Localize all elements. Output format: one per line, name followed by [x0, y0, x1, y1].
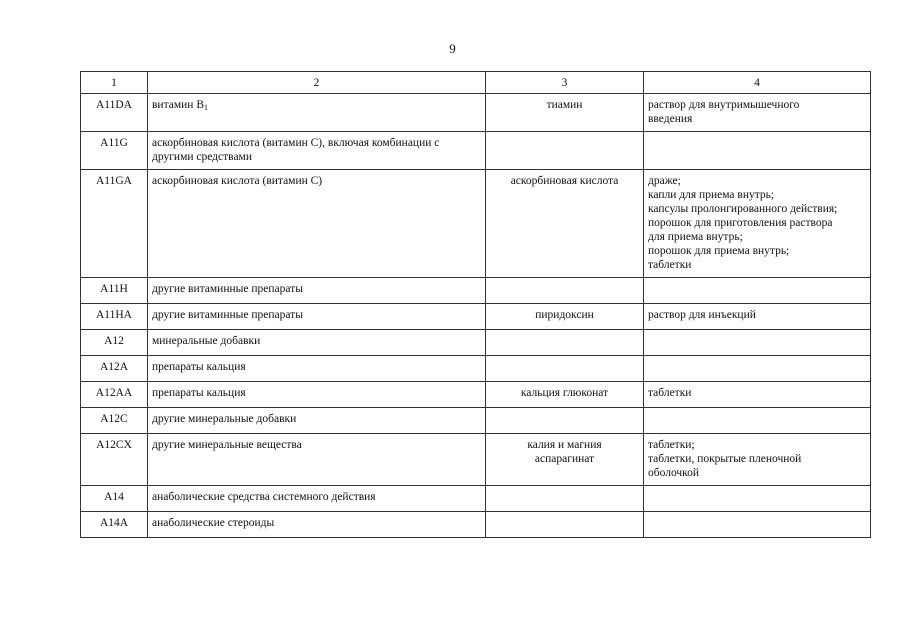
dosage-forms-cell: [644, 170, 871, 278]
group-name-subscript: 1: [204, 103, 208, 112]
dosage-form-line: для приема внутрь;: [648, 231, 743, 243]
group-name-text: препараты кальция: [152, 361, 246, 373]
substance-line: аскорбиновая кислота: [510, 175, 619, 187]
group-name-text: минеральные добавки: [152, 335, 261, 347]
substance-line: тиамин: [546, 99, 583, 111]
substance-cell: [486, 356, 644, 382]
dosage-forms-cell: [644, 132, 871, 170]
group-name-text: другие витаминные препараты: [152, 283, 303, 295]
atc-code-cell: A12: [81, 330, 148, 356]
atc-code-cell: A12CX: [81, 434, 148, 486]
dosage-forms-cell: [644, 94, 871, 132]
dosage-form-line: оболочкой: [648, 467, 700, 479]
group-name-cell: [148, 434, 486, 486]
group-name-text: другие минеральные вещества: [152, 439, 302, 451]
group-name-cell: [148, 408, 486, 434]
atc-code-cell: A14A: [81, 512, 148, 538]
table-row: [81, 278, 871, 304]
table-header-row: [81, 72, 871, 94]
substance-cell: [486, 486, 644, 512]
dosage-forms-cell: [644, 278, 871, 304]
group-name-cell: [148, 512, 486, 538]
table-row: [81, 512, 871, 538]
dosage-form-line: таблетки, покрытые пленочной: [648, 453, 802, 465]
dosage-form-line: драже;: [648, 175, 681, 187]
dosage-forms-cell: [644, 408, 871, 434]
group-name-text: анаболические средства системного действия: [152, 491, 376, 503]
substance-cell: [486, 512, 644, 538]
atc-code-cell: A11HA: [81, 304, 148, 330]
group-name-cell: [148, 170, 486, 278]
dosage-form-line: порошок для приготовления раствора: [648, 217, 833, 229]
table-row: [81, 330, 871, 356]
atc-code-cell: A12C: [81, 408, 148, 434]
page-number: 9: [449, 41, 456, 56]
dosage-form-line: таблетки;: [648, 439, 695, 451]
atc-code-cell: A11DA: [81, 94, 148, 132]
dosage-forms-cell: [644, 382, 871, 408]
substance-line: кальция глюконат: [520, 387, 609, 399]
group-name-cell: [148, 382, 486, 408]
group-name-text: аскорбиновая кислота (витамин С), включая комбинации с другими средствами: [152, 137, 440, 163]
table-row: [81, 94, 871, 132]
column-header-1: 1: [81, 72, 148, 94]
dosage-form-line: таблетки: [648, 387, 692, 399]
column-header-4: 4: [644, 72, 871, 94]
dosage-forms-cell: [644, 330, 871, 356]
group-name-text: витамин В: [152, 99, 204, 111]
group-name-cell: [148, 486, 486, 512]
column-header-3: 3: [486, 72, 644, 94]
atc-code-cell: A12A: [81, 356, 148, 382]
dosage-form-line: порошок для приема внутрь;: [648, 245, 790, 257]
atc-code-cell: A11GA: [81, 170, 148, 278]
dosage-forms-cell: [644, 356, 871, 382]
substance-line: пиридоксин: [535, 309, 594, 321]
group-name-cell: [148, 304, 486, 330]
group-name-cell: [148, 278, 486, 304]
group-name-text: препараты кальция: [152, 387, 246, 399]
table-row: [81, 408, 871, 434]
group-name-cell: [148, 94, 486, 132]
group-name-cell: [148, 356, 486, 382]
substance-cell: [486, 132, 644, 170]
dosage-form-line: капли для приема внутрь;: [648, 189, 775, 201]
dosage-forms-cell: [644, 486, 871, 512]
dosage-form-line: раствор для внутримышечного: [648, 99, 800, 111]
dosage-form-line: капсулы пролонгированного действия;: [648, 203, 838, 215]
substance-cell: [486, 408, 644, 434]
group-name-text: другие минеральные добавки: [152, 413, 297, 425]
substance-cell: [486, 170, 644, 278]
group-name-cell: [148, 132, 486, 170]
atc-code-cell: A11H: [81, 278, 148, 304]
substance-cell: [486, 304, 644, 330]
table-row: [81, 356, 871, 382]
substance-cell: [486, 94, 644, 132]
table-row: [81, 382, 871, 408]
table-row: [81, 304, 871, 330]
table-row: [81, 170, 871, 278]
table-row: [81, 132, 871, 170]
table-row: [81, 486, 871, 512]
group-name-text: аскорбиновая кислота (витамин С): [152, 175, 323, 187]
table-row: [81, 434, 871, 486]
substance-line: калия и магния: [527, 439, 602, 451]
drug-table: [80, 71, 871, 538]
dosage-forms-cell: [644, 434, 871, 486]
dosage-form-line: таблетки: [648, 259, 692, 271]
dosage-forms-cell: [644, 512, 871, 538]
dosage-form-line: раствор для инъекций: [648, 309, 756, 321]
atc-code-cell: A11G: [81, 132, 148, 170]
atc-code-cell: A14: [81, 486, 148, 512]
dosage-forms-cell: [644, 304, 871, 330]
group-name-cell: [148, 330, 486, 356]
dosage-form-line: введения: [648, 113, 693, 125]
column-header-2: 2: [148, 72, 486, 94]
substance-cell: [486, 330, 644, 356]
group-name-text: другие витаминные препараты: [152, 309, 303, 321]
substance-line: аспарагинат: [534, 453, 595, 465]
group-name-text: анаболические стероиды: [152, 517, 275, 529]
substance-cell: [486, 382, 644, 408]
substance-cell: [486, 434, 644, 486]
atc-code-cell: A12AA: [81, 382, 148, 408]
substance-cell: [486, 278, 644, 304]
